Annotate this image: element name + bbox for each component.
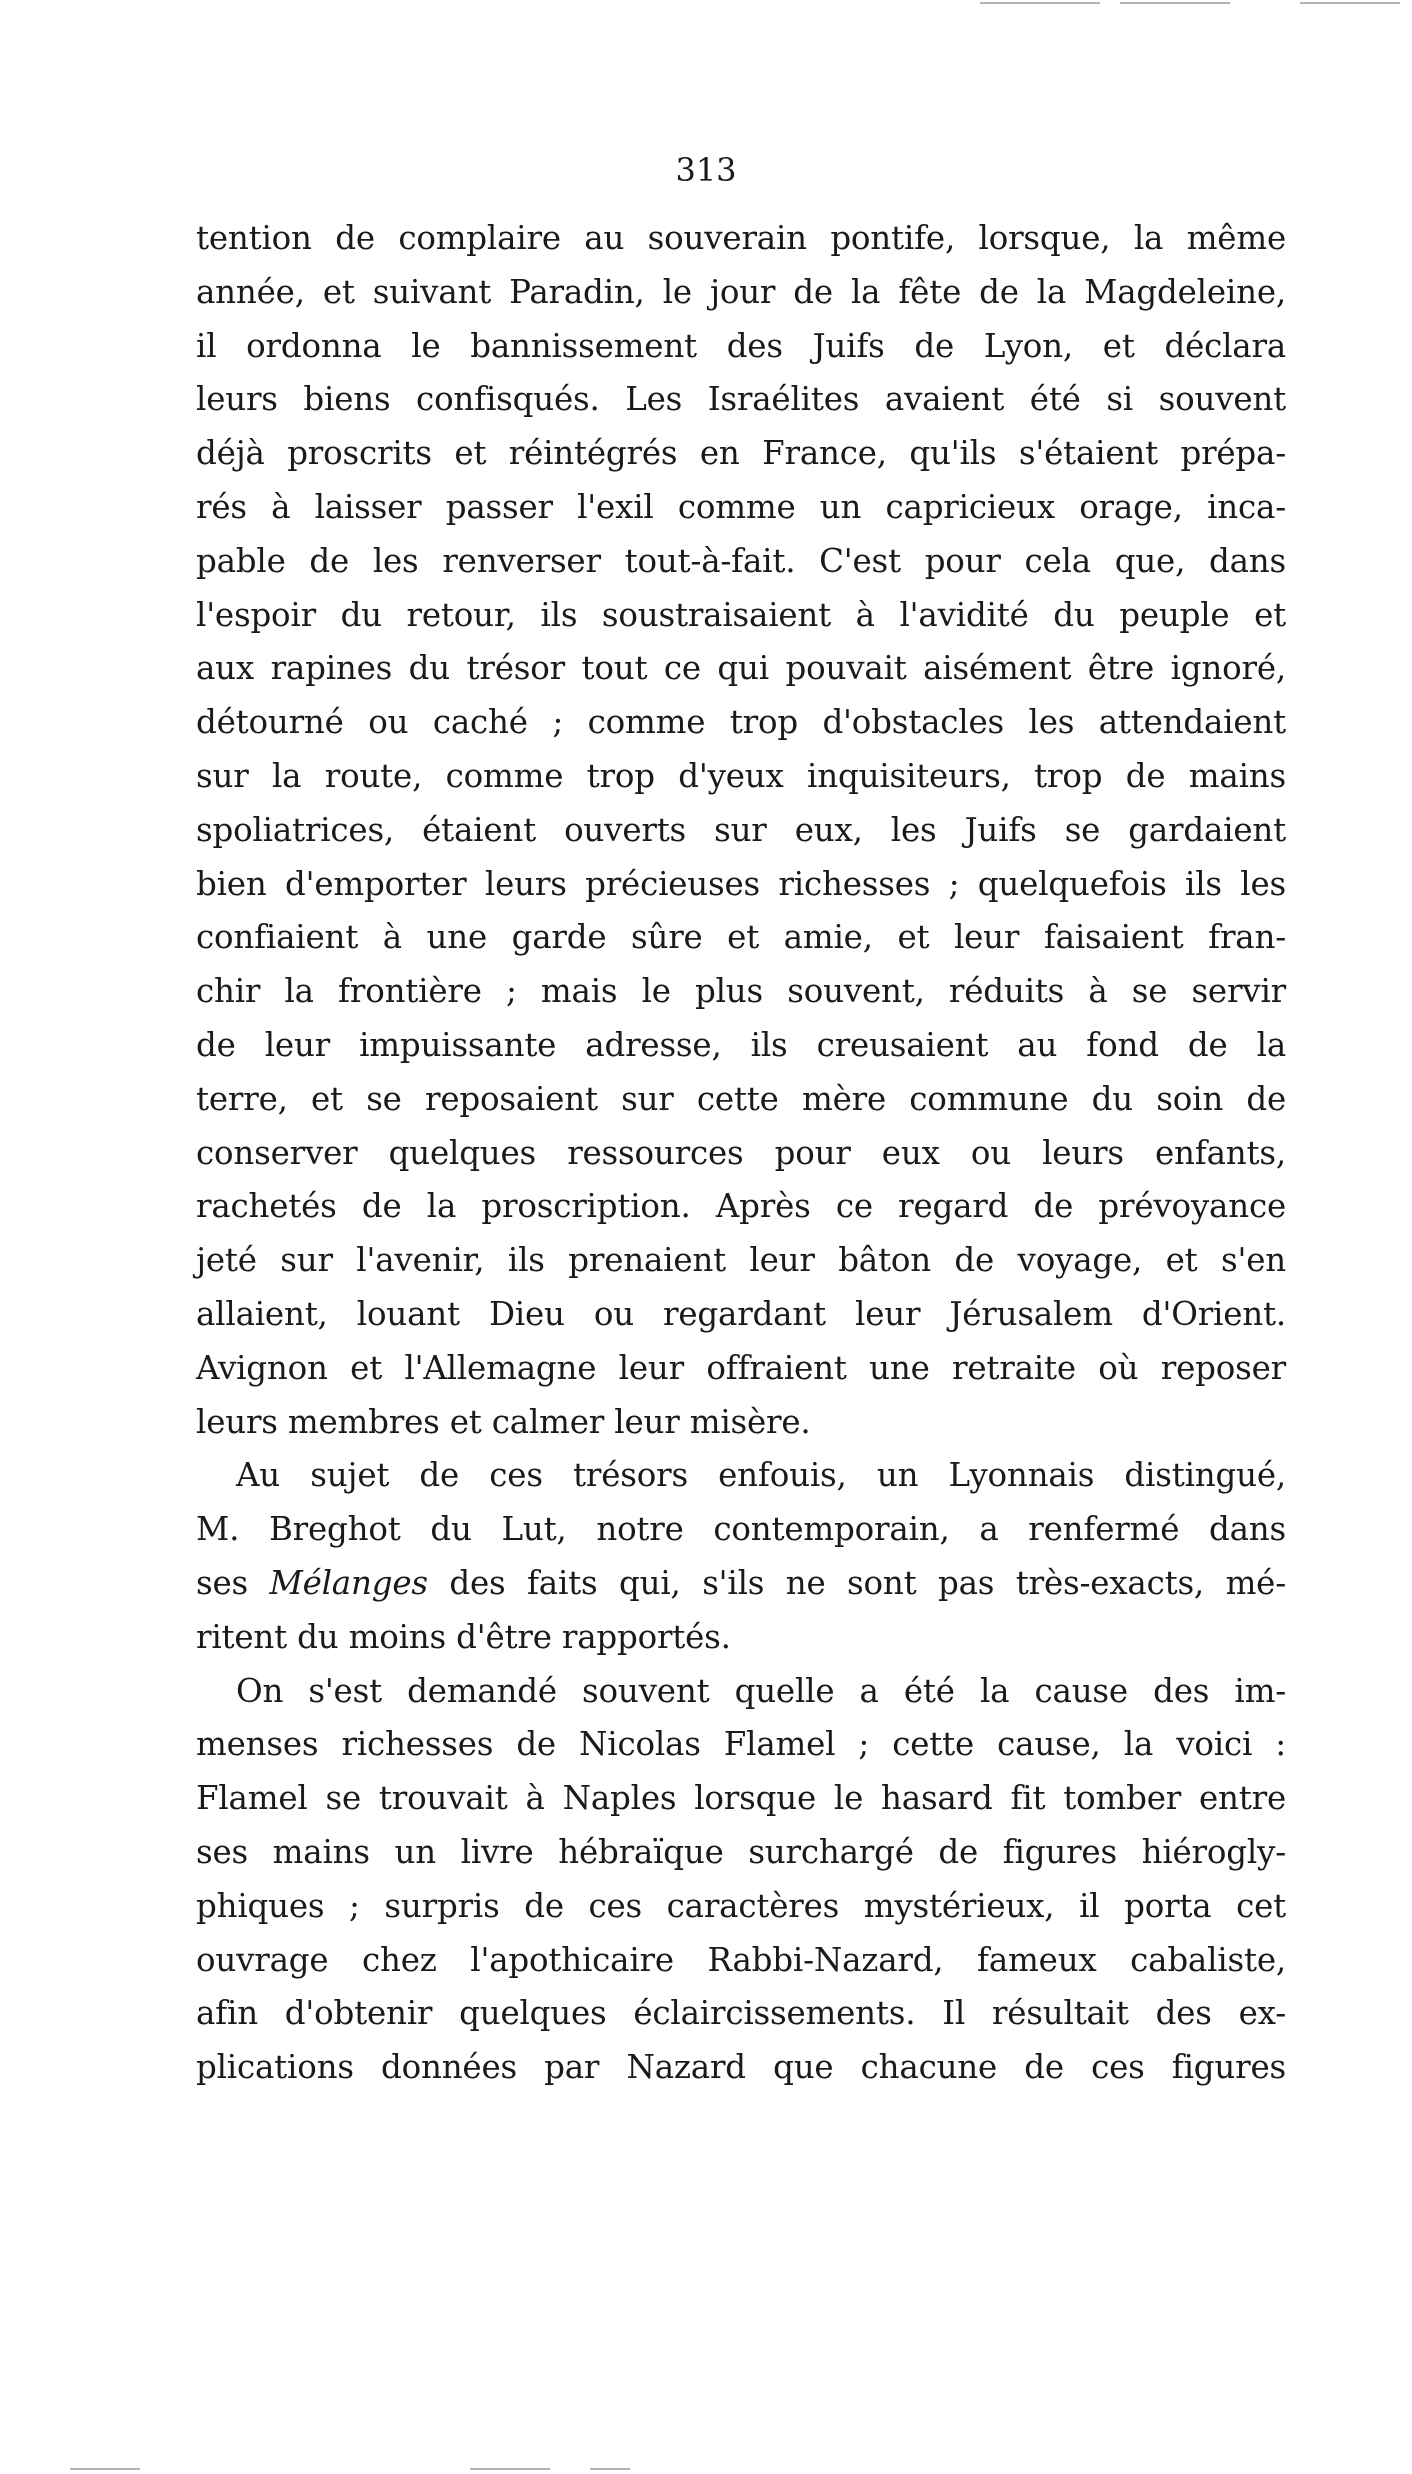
text-segment: ses <box>196 1563 270 1602</box>
text-line: ses mains un livre hébraïque surchargé de figures hiérogly- <box>196 1832 1286 1871</box>
text-line: On s'est demandé souvent quelle a été la cause des im- <box>236 1671 1286 1710</box>
text-line: détourné ou caché ; comme trop d'obstacles les attendaient <box>196 703 1286 742</box>
text-line: rachetés de la proscription. Après ce regard de prévoyance <box>196 1187 1286 1226</box>
top-edge-rule <box>1120 2 1230 4</box>
text-line-with-italic <box>196 1557 1286 1611</box>
text-line: année, et suivant Paradin, le jour de la fête de la Magdeleine, <box>196 272 1286 311</box>
text-line: leurs biens confisqués. Les Israélites avaient été si souvent <box>196 380 1286 419</box>
text-line: plications données par Nazard que chacune de ces figures <box>196 2048 1286 2087</box>
text-line: jeté sur l'avenir, ils prenaient leur bâton de voyage, et s'en <box>196 1241 1286 1280</box>
text-line: tention de complaire au souverain pontife, lorsque, la même <box>196 219 1286 257</box>
text-line: M. Breghot du Lut, notre contemporain, a renfermé dans <box>196 1510 1286 1549</box>
bottom-edge-rule <box>470 2468 550 2470</box>
text-line: allaient, louant Dieu ou regardant leur Jérusalem d'Orient. <box>196 1294 1286 1333</box>
text-line: de leur impuissante adresse, ils creusaient au fond de la <box>196 1025 1286 1064</box>
text-line: menses richesses de Nicolas Flamel ; cette cause, la voici : <box>196 1725 1286 1764</box>
text-line: aux rapines du trésor tout ce qui pouvait aisément être ignoré, <box>196 649 1286 688</box>
text-line: déjà proscrits et réintégrés en France, qu'ils s'étaient prépa- <box>196 434 1286 473</box>
text-line: ouvrage chez l'apothicaire Rabbi-Nazard, fameux cabaliste, <box>196 1940 1286 1979</box>
text-line: confiaient à une garde sûre et amie, et leur faisaient fran- <box>196 918 1286 957</box>
text-line: bien d'emporter leurs précieuses richesses ; quelquefois ils les <box>196 864 1286 903</box>
text-line: Au sujet de ces trésors enfouis, un Lyonnais distingué, <box>236 1456 1286 1495</box>
text-line: Avignon et l'Allemagne leur offraient une retraite où reposer <box>196 1348 1286 1387</box>
text-line: Flamel se trouvait à Naples lorsque le hasard fit tomber entre <box>196 1779 1286 1818</box>
text-line: spoliatrices, étaient ouverts sur eux, les Juifs se gardaient <box>196 810 1286 849</box>
text-line: il ordonna le bannissement des Juifs de Lyon, et déclara <box>196 326 1286 365</box>
top-edge-rule <box>1300 2 1400 4</box>
text-line: chir la frontière ; mais le plus souvent, réduits à se servir <box>196 972 1286 1011</box>
text-line: leurs membres et calmer leur misère. <box>196 1402 811 1441</box>
top-edge-rule <box>980 2 1100 4</box>
text-line: pable de les renverser tout-à-fait. C'est pour cela que, dans <box>196 541 1286 580</box>
italic-book-title: Mélanges <box>269 1563 428 1602</box>
text-line: rés à laisser passer l'exil comme un capricieux orage, inca- <box>196 487 1286 526</box>
text-segment: des faits qui, s'ils ne sont pas très-exacts, mé- <box>427 1563 1286 1602</box>
page-number: 313 <box>675 151 737 189</box>
body-text <box>196 212 1286 2095</box>
bottom-edge-rule <box>590 2468 630 2470</box>
text-line: l'espoir du retour, ils soustraisaient à l'avidité du peuple et <box>196 595 1286 634</box>
text-line: conserver quelques ressources pour eux ou leurs enfants, <box>196 1133 1286 1172</box>
bottom-edge-rule <box>70 2468 140 2470</box>
text-line: sur la route, comme trop d'yeux inquisiteurs, trop de mains <box>196 756 1286 795</box>
text-line: ritent du moins d'être rapportés. <box>196 1617 731 1656</box>
text-line: afin d'obtenir quelques éclaircissements. Il résultait des ex- <box>196 1994 1286 2033</box>
text-line: phiques ; surpris de ces caractères mystérieux, il porta cet <box>196 1886 1286 1925</box>
text-line: terre, et se reposaient sur cette mère commune du soin de <box>196 1079 1286 1118</box>
